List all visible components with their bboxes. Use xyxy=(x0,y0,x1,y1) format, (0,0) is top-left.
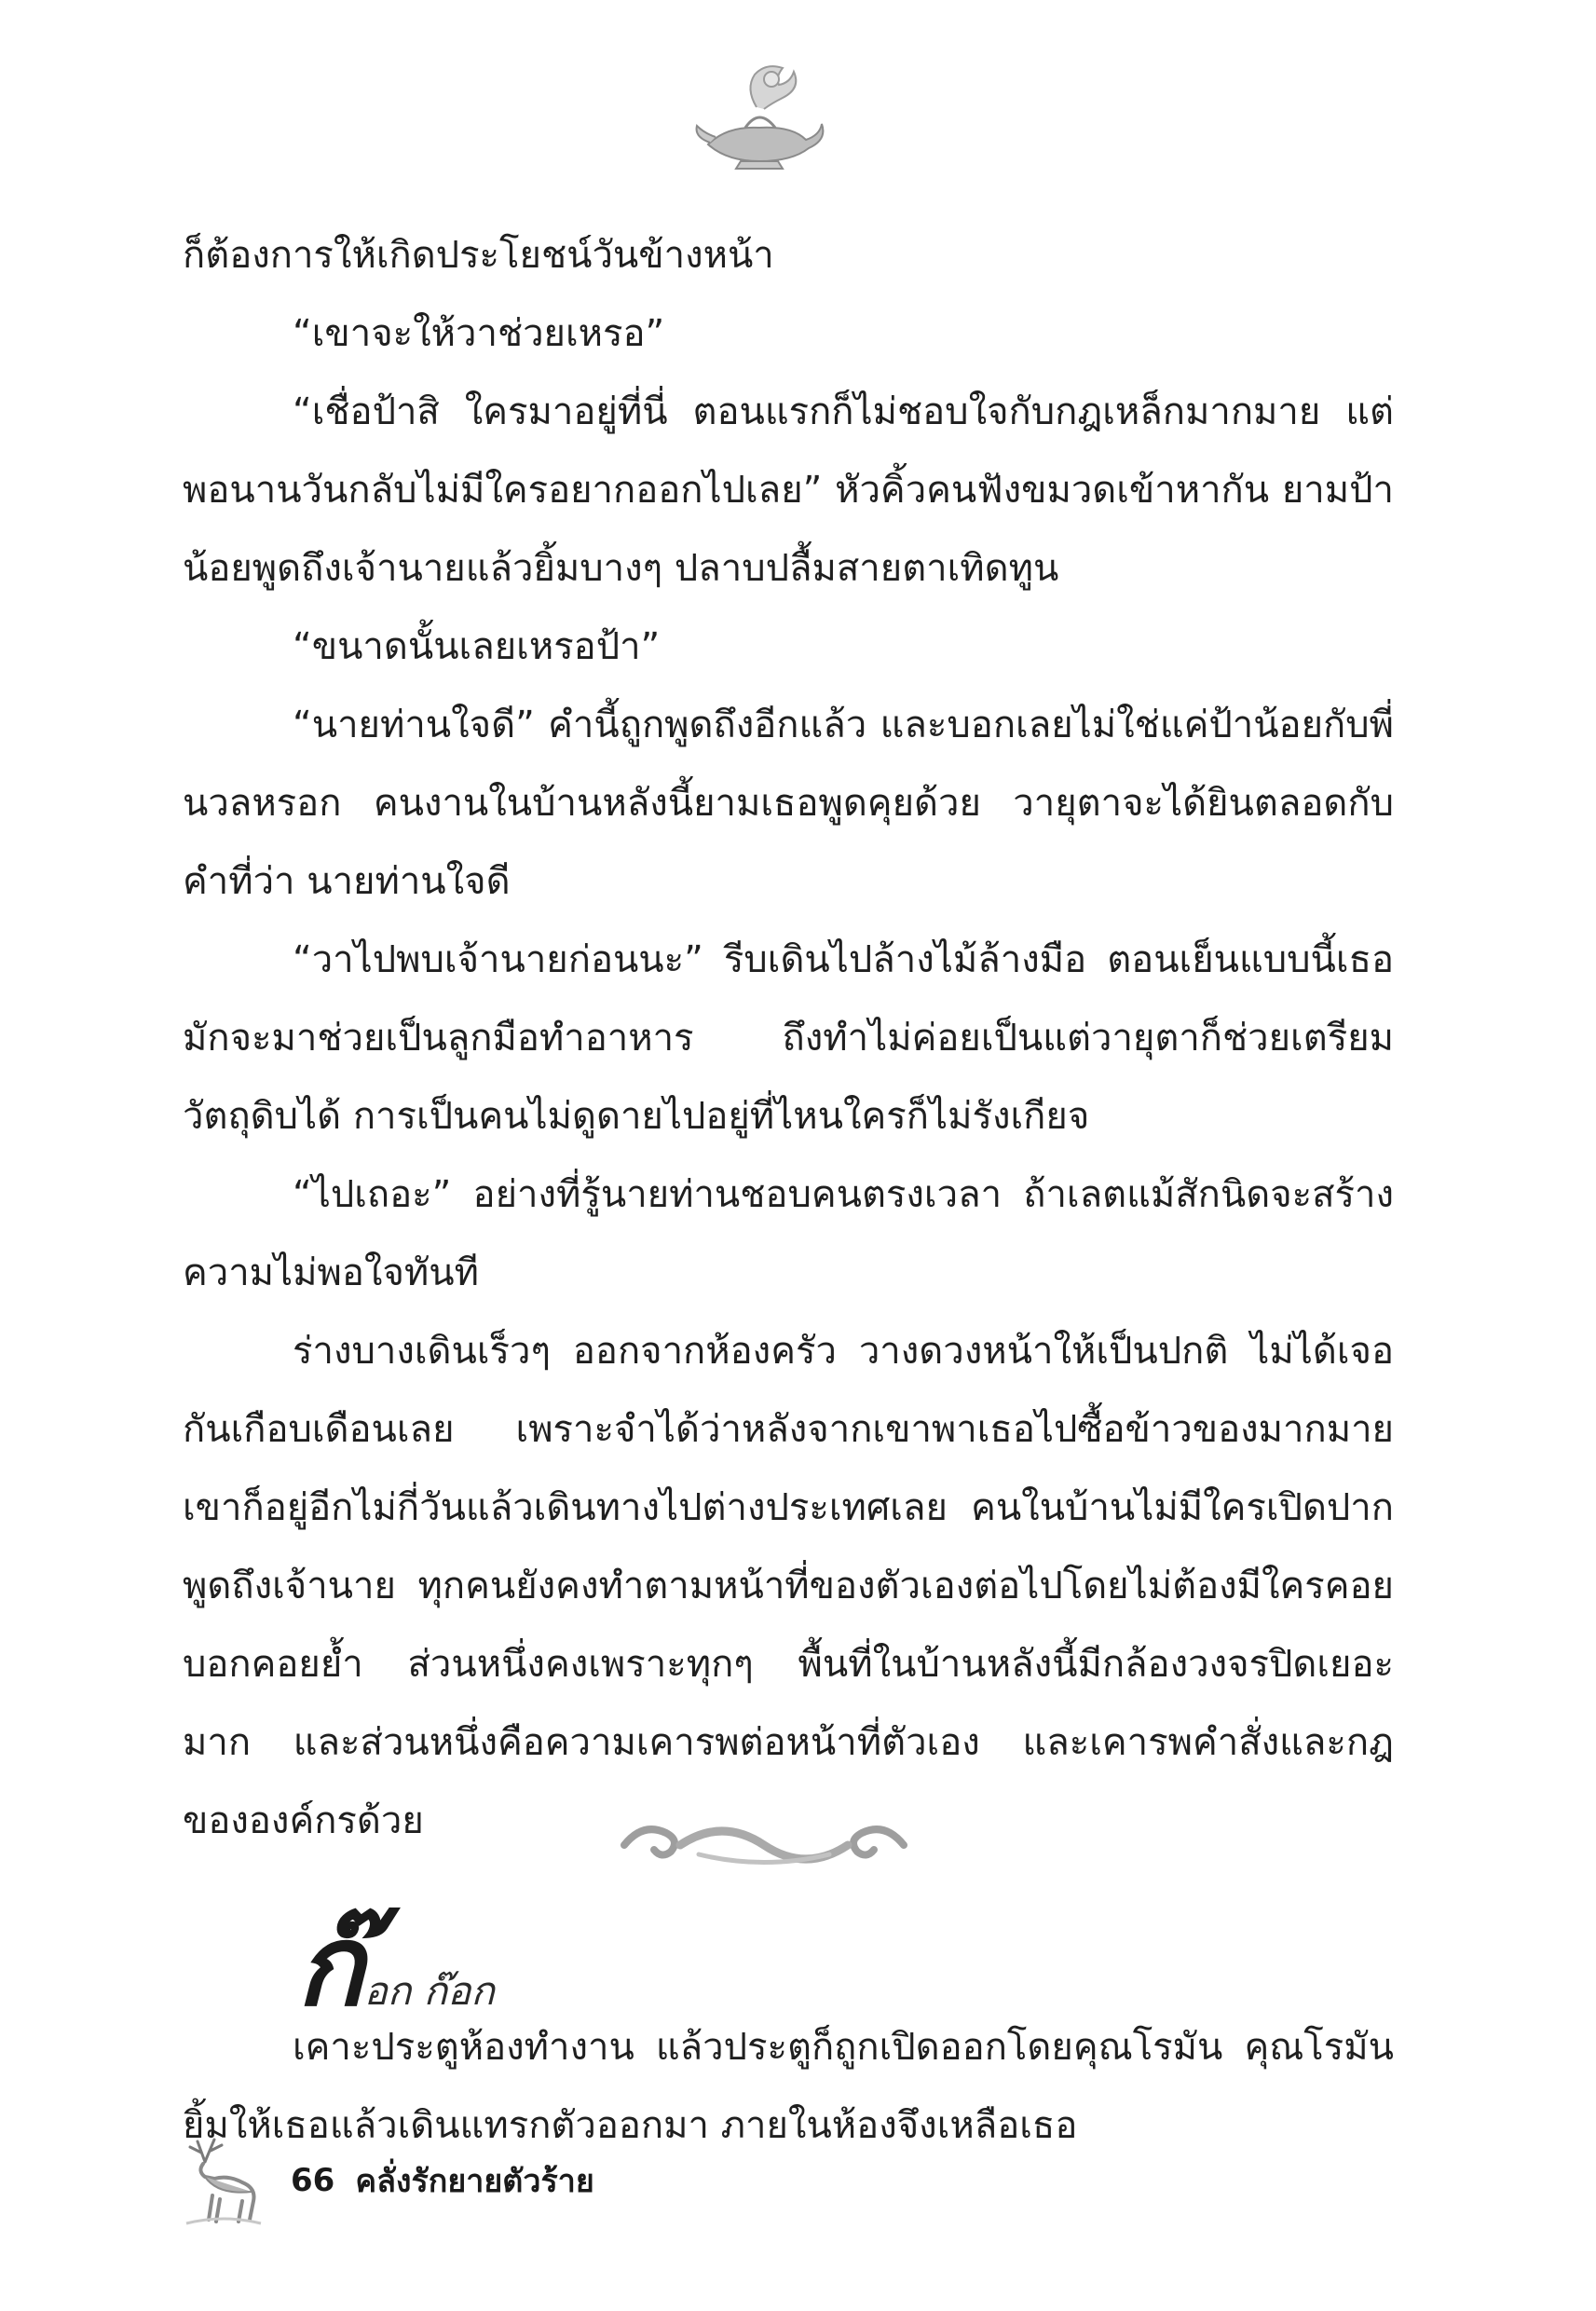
deer-icon xyxy=(177,2134,270,2227)
paragraph: “ไปเถอะ” อย่างที่รู้นายท่านชอบคนตรงเวลา ถ้าเลตแม้สักนิดจะสร้างความไม่พอใจทันที xyxy=(183,1173,1394,1294)
book-title: คลั่งรักยายตัวร้าย xyxy=(355,2163,594,2200)
paragraph: “นายท่านใจดี” คำนี้ถูกพูดถึงอีกแล้ว และบอกเลยไม่ใช่แค่ป้าน้อยกับพี่นวลหรอก คนงานในบ้านหลังนี้ยามเธอพูดคุยด้วย วายุตาจะได้ยินตลอดกับคำที่ว่า นายท่านใจดี xyxy=(183,704,1394,903)
dropcap: ก๊ xyxy=(296,1900,364,2031)
paragraph: “เขาจะให้วาช่วยเหรอ” xyxy=(293,312,665,355)
paragraph: “ขนาดนั้นเลยเหรอป้า” xyxy=(293,625,661,668)
section-opening xyxy=(296,1900,495,2031)
paragraph: เคาะประตูห้องทำงาน แล้วประตูก็ถูกเปิดออกโดยคุณโรมัน คุณโรมันยิ้มให้เธอแล้วเดินแทรกตัวออกมา ภายในห้องจึงเหลือเธอ xyxy=(183,2026,1394,2147)
page-footer xyxy=(177,2125,594,2236)
genie-lamp-ornament-icon xyxy=(689,51,829,172)
body-text xyxy=(183,216,1394,1860)
paragraph: ร่างบางเดินเร็วๆ ออกจากห้องครัว วางดวงหน้าให้เป็นปกติ ไม่ได้เจอกันเกือบเดือนเลย เพราะจำได้ว่าหลังจากเขาพาเธอไปซื้อข้าวของมากมาย เขาก็อยู่อีกไม่กี่วันแล้วเดินทางไปต่างประเทศเลย คนในบ้านไม่มีใครเปิดปากพูดถึงเจ้านาย ทุกคนยังคงทำตามหน้าที่ของตัวเองต่อไปโดยไม่ต้องมีใครคอยบอกคอยย้ำ ส่วนหนึ่งคงเพราะทุกๆ พื้นที่ในบ้านหลังนี้มีกล้องวงจรปิดเยอะมาก และส่วนหนึ่งคือความเคารพต่อหน้าที่ตัวเอง และเคารพคำสั่งและกฎขององค์กรด้วย xyxy=(183,1330,1394,1842)
paragraph: “วาไปพบเจ้านายก่อนนะ” รีบเดินไปล้างไม้ล้างมือ ตอนเย็นแบบนี้เธอมักจะมาช่วยเป็นลูกมือทำอาหาร ถึงทำไม่ค่อยเป็นแต่วายุตาก็ช่วยเตรียมวัตถุดิบได้ การเป็นคนไม่ดูดายไปอยู่ที่ไหนใครก็ไม่รังเกียจ xyxy=(183,938,1394,1138)
dropcap-rest: อก ก๊อก xyxy=(363,1968,495,2014)
paragraph: “เชื่อป้าสิ ใครมาอยู่ที่นี่ ตอนแรกก็ไม่ชอบใจกับกฎเหล็กมากมาย แต่พอนานวันกลับไม่มีใครอยากออกไปเลย” หัวคิ้วคนฟังขมวดเข้าหากัน ยามป้าน้อยพูดถึงเจ้านายแล้วยิ้มบางๆ ปลาบปลื้มสายตาเทิดทูน xyxy=(183,390,1394,590)
scroll-divider-ornament-icon xyxy=(615,1812,913,1878)
page-number: 66 xyxy=(291,2162,335,2199)
paragraph: ก็ต้องการให้เกิดประโยชน์วันข้างหน้า xyxy=(183,234,774,277)
